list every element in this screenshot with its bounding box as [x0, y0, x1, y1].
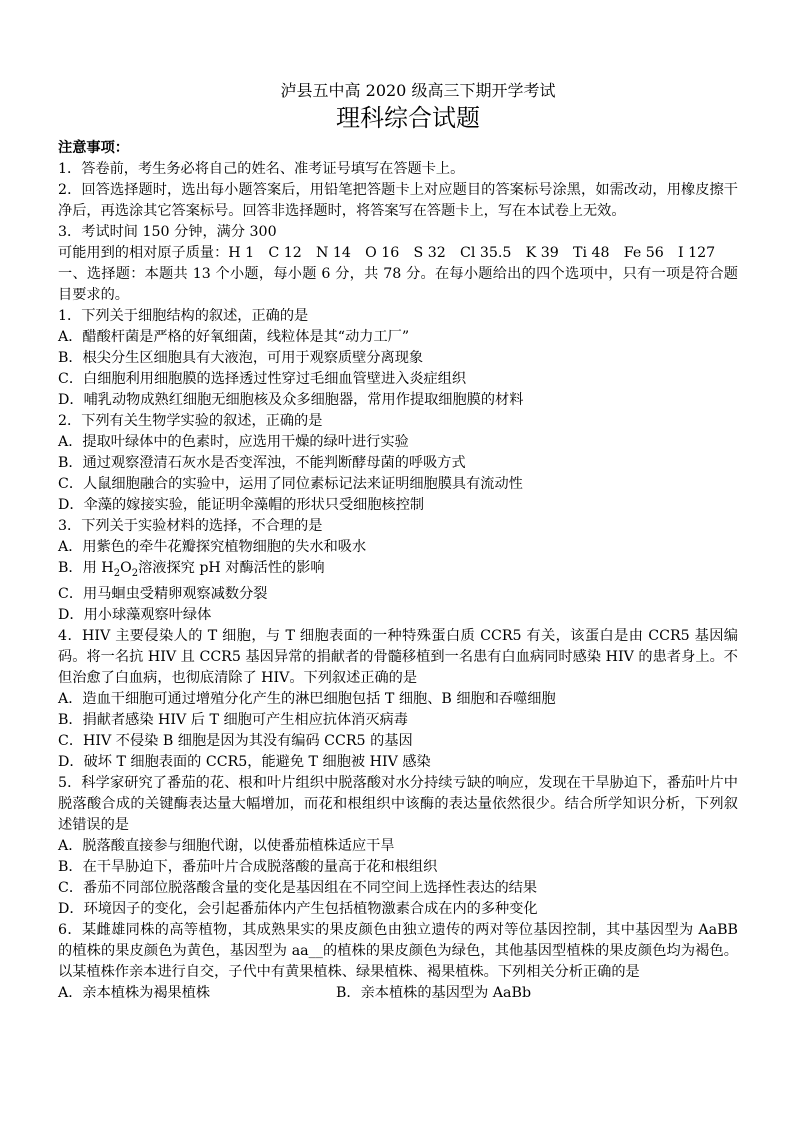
option-a: A．提取叶绿体中的色素时，应选用干燥的绿叶进行实验 — [58, 434, 409, 450]
option-c: C．用马蛔虫受精卵观察减数分裂 — [58, 585, 268, 602]
option-a: A．醋酸杆菌是严格的好氧细菌，线粒体是其“动力工厂” — [58, 329, 410, 345]
option-b-suffix: 溶液探究 pH 对酶活性的影响 — [138, 560, 325, 576]
options-row — [58, 983, 738, 1004]
option-c: C．白细胞利用细胞膜的选择透过性穿过毛细血管壁进入炎症组织 — [58, 371, 467, 387]
option-a: A．脱落酸直接参与细胞代谢，以使番茄植株适应干旱 — [58, 837, 395, 854]
note-item-1: 1．答卷前，考生务必将自己的姓名、准考证号填写在答题卡上。 — [58, 161, 465, 177]
option-d: D．伞藻的嫁接实验，能证明伞藻帽的形状只受细胞核控制 — [58, 497, 425, 513]
option-b: B．亲本植株的基因型为 AaBb — [336, 984, 532, 1001]
question-stem: 1．下列关于细胞结构的叙述，正确的是 — [58, 308, 309, 324]
question-6 — [58, 920, 738, 1004]
notes-heading: 注意事项： — [58, 140, 129, 156]
option-b-mid: O — [120, 560, 132, 576]
option-b-prefix: B．用 H — [58, 560, 114, 576]
exam-page — [58, 80, 738, 1004]
question-5 — [58, 773, 738, 920]
question-stem: 6．某雌雄同株的高等植物，其成熟果实的果皮颜色由独立遗传的两对等位基因控制，其中基因型为 AaBB 的植株的果皮颜色为黄色，基因型为 aa__的植株的果皮颜色为绿色，其他基因型植株的果皮颜色均为褐色。以某植株作亲本进行自交，子代中有黄果植株、绿果植株、褐果植株。下列相关分析正确的是 — [58, 921, 738, 980]
subscript: 2 — [131, 567, 139, 579]
question-stem: 2．下列有关生物学实验的叙述，正确的是 — [58, 413, 323, 429]
question-stem: 5．科学家研究了番茄的花、根和叶片组织中脱落酸对水分持续亏缺的响应，发现在干旱胁迫下，番茄叶片中脱落酸合成的关键酶表达量大幅增加，而花和根组织中该酶的表达量依然很少。结合所学知识分析，下列叙述错误的是 — [58, 774, 738, 833]
atomic-masses: 可能用到的相对原子质量：H 1 C 12 N 14 O 16 S 32 Cl 35.5 K 39 Ti 48 Fe 56 I 127 — [58, 245, 716, 261]
option-a: A．造血干细胞可通过增殖分化产生的淋巴细胞包括 T 细胞、B 细胞和吞噬细胞 — [58, 690, 556, 707]
option-c: C．HIV 不侵染 B 细胞是因为其没有编码 CCR5 的基因 — [58, 732, 413, 749]
option-b: B．捐献者感染 HIV 后 T 细胞可产生相应抗体消灭病毒 — [58, 711, 408, 728]
question-stem: 4．HIV 主要侵染人的 T 细胞，与 T 细胞表面的一种特殊蛋白质 CCR5 有关，该蛋白是由 CCR5 基因编码。将一名抗 HIV 且 CCR5 基因异常的捐献者的骨髓移植到一名患有白血病同时感染 HIV 的患者身上。不但治愈了白血病，也彻底清除了 HIV。下列叙述正确的是 — [58, 627, 738, 686]
option-d: D．用小球藻观察叶绿体 — [58, 606, 212, 623]
section-heading: 一、选择题：本题共 13 个小题，每小题 6 分，共 78 分。在每小题给出的四个选项中，只有一项是符合题目要求的。 — [58, 266, 738, 303]
exam-school-title: 泸县五中高 2020 级高三下期开学考试 — [280, 81, 556, 100]
option-d: D．环境因子的变化，会引起番茄体内产生包括植物激素合成在内的多种变化 — [58, 900, 538, 917]
question-stem: 3．下列关于实验材料的选择，不合理的是 — [58, 518, 323, 534]
question-2 — [58, 411, 738, 516]
question-1 — [58, 306, 738, 411]
option-b — [58, 558, 738, 584]
option-b: B．在干旱胁迫下，番茄叶片合成脱落酸的量高于花和根组织 — [58, 858, 438, 875]
option-a: A．用紫色的牵牛花瓣探究植物细胞的失水和吸水 — [58, 539, 367, 555]
option-b: B．通过观察澄清石灰水是否变浑浊，不能判断酵母菌的呼吸方式 — [58, 455, 466, 471]
option-d: D．破坏 T 细胞表面的 CCR5，能避免 T 细胞被 HIV 感染 — [58, 753, 431, 770]
option-d: D．哺乳动物成熟红细胞无细胞核及众多细胞器，常用作提取细胞膜的材料 — [58, 392, 524, 408]
exam-subject-title: 理科综合试题 — [336, 104, 480, 132]
option-c: C．番茄不同部位脱落酸含量的变化是基因组在不同空间上选择性表达的结果 — [58, 879, 538, 896]
option-b: B．根尖分生区细胞具有大液泡，可用于观察质壁分离现象 — [58, 350, 424, 366]
option-a: A．亲本植株为褐果植株 — [58, 984, 211, 1001]
question-4 — [58, 626, 738, 773]
option-c: C．人鼠细胞融合的实验中，运用了同位素标记法来证明细胞膜具有流动性 — [58, 476, 523, 492]
note-item-2: 2．回答选择题时，选出每小题答案后，用铅笔把答题卡上对应题目的答案标号涂黑，如需改动，用橡皮擦干净后，再选涂其它答案标号。回答非选择题时，将答案写在答题卡上，写在本试卷上无效。 — [58, 182, 738, 219]
question-3 — [58, 516, 738, 626]
note-item-3: 3．考试时间 150 分钟，满分 300 — [58, 224, 277, 240]
subscript: 2 — [113, 567, 121, 579]
